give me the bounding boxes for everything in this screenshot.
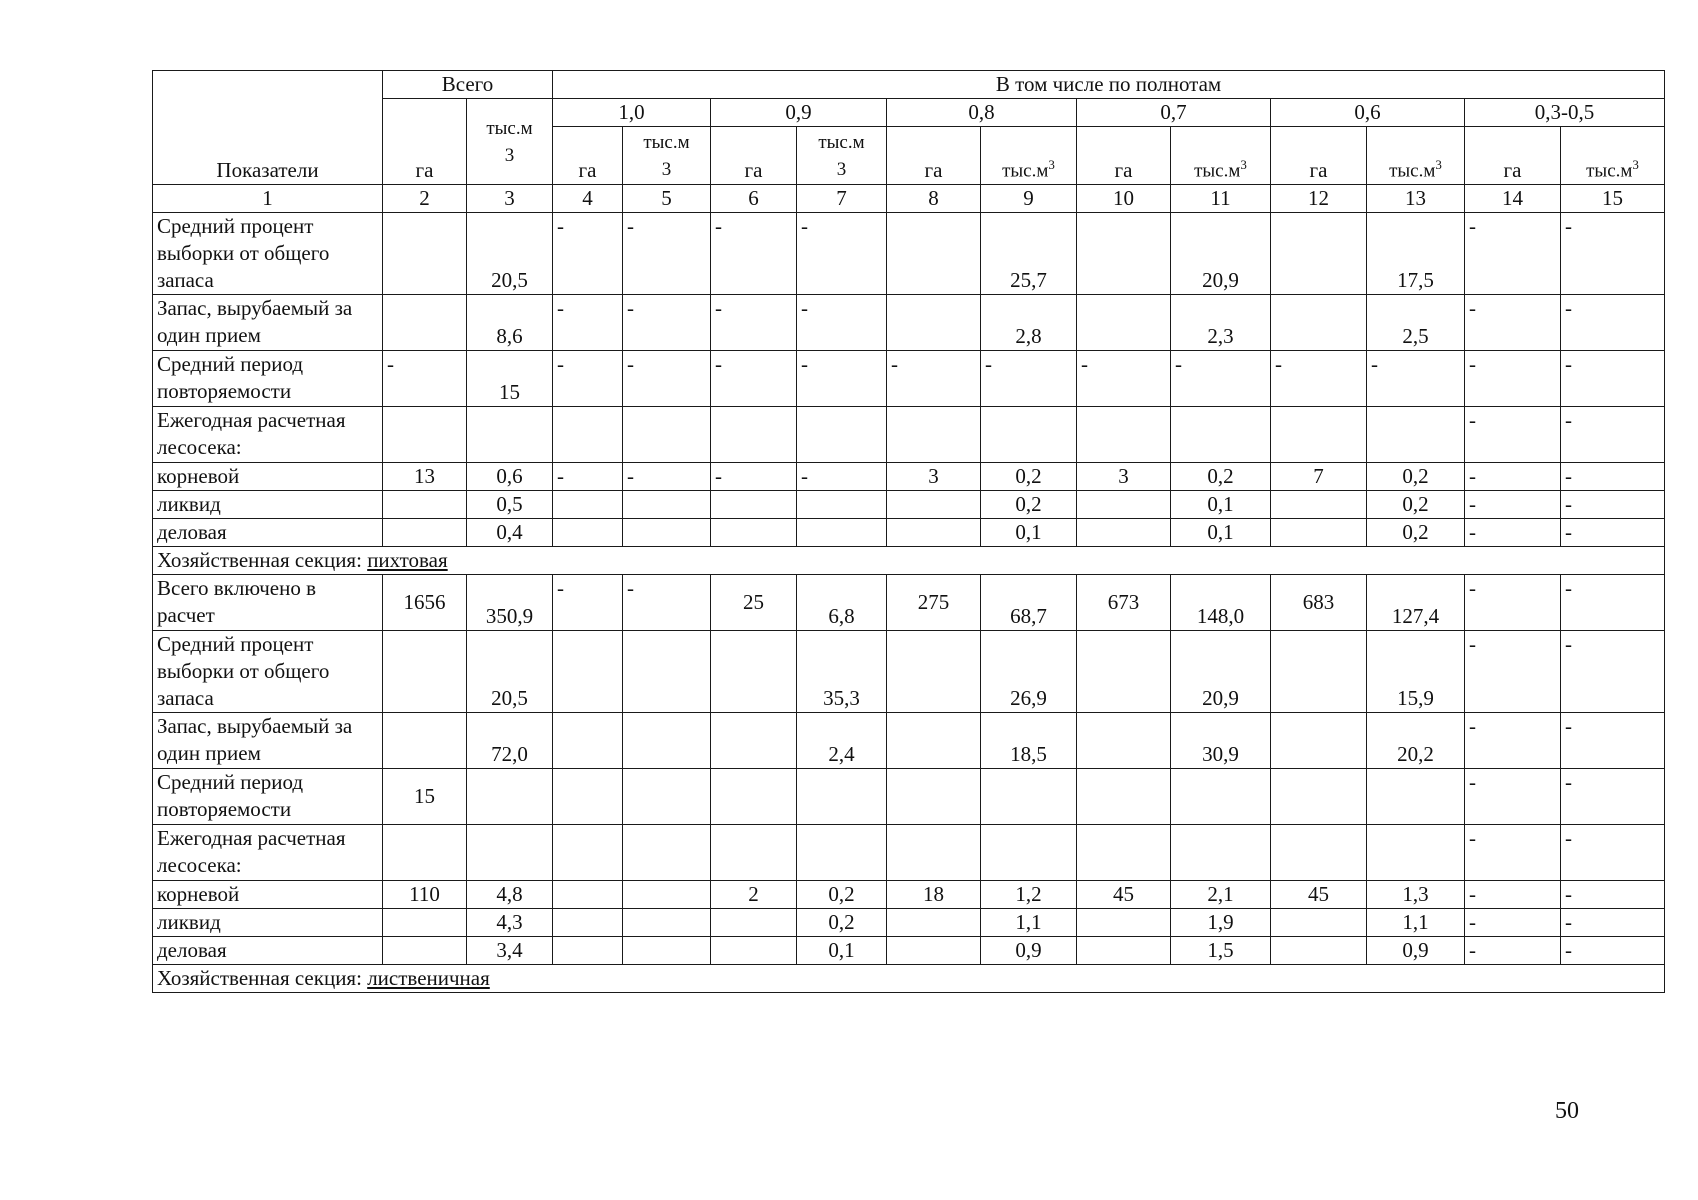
table-cell [981,407,1077,463]
table-cell: 45 [1271,881,1367,909]
table-cell: - [1561,825,1665,881]
unit-m3: $тыс.м^3$ [981,127,1077,185]
table-cell: 3 [1077,463,1171,491]
table-row [153,713,1665,769]
column-number: 1 [153,185,383,213]
unit-m3: тыс.м 3 [797,127,887,185]
table-cell: 0,1 [1171,491,1271,519]
table-cell: 683 [1271,575,1367,631]
table-cell [1077,407,1171,463]
table-cell [887,631,981,713]
table-cell: - [1561,937,1665,965]
table-cell: - [553,575,623,631]
table-cell: 4,3 [467,909,553,937]
table-cell [1077,909,1171,937]
row-label: Средний период повторяемости [153,351,383,407]
table-cell: - [1077,351,1171,407]
table-cell: - [797,463,887,491]
table-cell: 0,6 [467,463,553,491]
unit-ha: га [1271,127,1367,185]
table-cell: - [1561,463,1665,491]
table-cell: 18,5 [981,713,1077,769]
table-row [153,213,1665,295]
column-number: 2 [383,185,467,213]
table-cell: - [711,351,797,407]
table-cell: 15,9 [1367,631,1465,713]
unit-ha: га [887,127,981,185]
column-number: 6 [711,185,797,213]
table-cell: - [1465,825,1561,881]
table-cell [797,491,887,519]
table-cell [711,937,797,965]
table-cell: 1,1 [981,909,1077,937]
table-cell [383,407,467,463]
unit-m3: $тыс.м^3$ [1171,127,1271,185]
table-cell: 30,9 [1171,713,1271,769]
table-row [153,937,1665,965]
column-number: 14 [1465,185,1561,213]
section-name: лиственичная [367,966,490,990]
table-cell: - [553,351,623,407]
table-cell: - [623,213,711,295]
row-label: корневой [153,881,383,909]
table-cell: 6,8 [797,575,887,631]
table-cell [711,909,797,937]
table-cell: 2,4 [797,713,887,769]
table-row [153,769,1665,825]
table-cell: - [1367,351,1465,407]
table-cell: 7 [1271,463,1367,491]
table-cell: 1,1 [1367,909,1465,937]
table-cell [467,825,553,881]
unit-m3: $тыс.м^3$ [1561,127,1665,185]
section-prefix: Хозяйственная секция: [157,966,362,990]
table-cell: - [797,351,887,407]
density-0-7: 0,7 [1077,99,1271,127]
table-cell [383,909,467,937]
table-cell: - [1465,909,1561,937]
table-cell [1077,213,1171,295]
table-cell: 0,2 [1367,519,1465,547]
table-cell: 8,6 [467,295,553,351]
total-header: Всего [383,71,553,99]
table-cell: - [1465,213,1561,295]
table-cell [887,519,981,547]
table-cell [1367,407,1465,463]
table-cell [711,407,797,463]
table-cell: 0,2 [797,881,887,909]
table-cell: 0,1 [981,519,1077,547]
table-cell [887,825,981,881]
table-cell: - [383,351,467,407]
column-number: 10 [1077,185,1171,213]
column-number: 5 [623,185,711,213]
section-name: пихтовая [367,548,448,572]
table-cell: 13 [383,463,467,491]
section-row [153,547,1665,575]
column-number: 7 [797,185,887,213]
table-cell [1077,519,1171,547]
table-cell: 3 [887,463,981,491]
table-cell: 72,0 [467,713,553,769]
table-cell [1367,769,1465,825]
unit-m3: $тыс.м^3$ [1367,127,1465,185]
table-cell [553,407,623,463]
density-0-3-0-5: 0,3-0,5 [1465,99,1665,127]
table-cell [623,881,711,909]
table-cell [1171,407,1271,463]
table-cell [553,881,623,909]
column-number: 3 [467,185,553,213]
table-cell: - [1465,295,1561,351]
table-cell [887,909,981,937]
table-cell [711,519,797,547]
table-cell: 0,2 [981,491,1077,519]
table-cell [1271,713,1367,769]
table-cell [553,909,623,937]
table-cell: - [797,213,887,295]
table-cell [711,491,797,519]
table-cell [383,631,467,713]
table-cell: - [1271,351,1367,407]
table-cell [1271,519,1367,547]
table-cell [467,407,553,463]
table-cell: 0,9 [981,937,1077,965]
table-cell [1077,295,1171,351]
table-cell: - [1465,713,1561,769]
column-numbers-row [153,185,1665,213]
table-cell: - [1561,769,1665,825]
row-label: Всего включено в расчет [153,575,383,631]
table-cell: 2 [711,881,797,909]
table-cell [553,937,623,965]
table-cell [797,407,887,463]
table-cell [1271,631,1367,713]
table-cell [623,769,711,825]
table-cell: 0,9 [1367,937,1465,965]
table-cell: 2,8 [981,295,1077,351]
table-row [153,407,1665,463]
table-cell: 1,5 [1171,937,1271,965]
table-cell [383,295,467,351]
table-cell [623,713,711,769]
table-cell: - [1171,351,1271,407]
table-row [153,491,1665,519]
table-cell [887,769,981,825]
section-row [153,965,1665,993]
table-cell: - [1561,881,1665,909]
by-density-header: В том числе по полнотам [553,71,1665,99]
row-label: Запас, вырубаемый за один прием [153,295,383,351]
table-cell: 1,9 [1171,909,1271,937]
table-cell [711,631,797,713]
table-cell [711,769,797,825]
table-cell: - [1465,769,1561,825]
table-cell [383,519,467,547]
table-cell [623,519,711,547]
forest-table [152,70,1665,993]
table-cell: 45 [1077,881,1171,909]
table-row [153,631,1665,713]
table-cell: 673 [1077,575,1171,631]
table-cell: 3,4 [467,937,553,965]
table-cell: - [623,575,711,631]
table-cell: - [1561,351,1665,407]
table-cell [981,769,1077,825]
table-cell [553,491,623,519]
table-cell [797,519,887,547]
table-cell: 20,5 [467,213,553,295]
table-cell [383,213,467,295]
table-cell: - [1465,407,1561,463]
table-cell [1367,825,1465,881]
table-cell [1077,937,1171,965]
table-cell: - [1465,575,1561,631]
table-cell [711,825,797,881]
table-row [153,575,1665,631]
unit-ha: га [1465,127,1561,185]
table-cell: - [1561,491,1665,519]
table-row [153,351,1665,407]
table-cell: 1,2 [981,881,1077,909]
table-cell [553,713,623,769]
table-cell: 0,2 [797,909,887,937]
table-cell [1077,825,1171,881]
table-cell: 17,5 [1367,213,1465,295]
table-cell [623,491,711,519]
table-cell: 4,8 [467,881,553,909]
table-row [153,519,1665,547]
row-label: деловая [153,937,383,965]
table-row [153,909,1665,937]
table-cell [1271,937,1367,965]
table-cell [467,769,553,825]
unit-ha: га [1077,127,1171,185]
table-cell [1077,769,1171,825]
table-cell: 25,7 [981,213,1077,295]
table-cell [887,491,981,519]
table-cell: 20,9 [1171,631,1271,713]
row-label: Средний период повторяемости [153,769,383,825]
table-cell: - [1561,909,1665,937]
table-cell: - [1465,463,1561,491]
table-cell: 18 [887,881,981,909]
table-cell: - [1561,213,1665,295]
table-cell [553,519,623,547]
table-cell: 110 [383,881,467,909]
table-cell: - [1561,519,1665,547]
table-cell: - [1561,295,1665,351]
table-cell: 0,2 [1367,491,1465,519]
table-cell: 25 [711,575,797,631]
table-cell [553,631,623,713]
table-cell: - [1465,491,1561,519]
section-title [153,547,1665,575]
table-cell [1077,713,1171,769]
table-cell: - [1465,937,1561,965]
row-label: Средний процент выборки от общего запаса [153,213,383,295]
section-title [153,965,1665,993]
table-cell: 20,5 [467,631,553,713]
table-cell: 0,4 [467,519,553,547]
table-cell [383,937,467,965]
table-cell [623,937,711,965]
table-cell [887,937,981,965]
table-cell: - [623,463,711,491]
table-cell: - [1465,519,1561,547]
column-number: 4 [553,185,623,213]
table-cell: 350,9 [467,575,553,631]
density-0-8: 0,8 [887,99,1077,127]
table-cell: - [1561,631,1665,713]
table-cell [887,713,981,769]
table-cell: 35,3 [797,631,887,713]
table-cell: 1,3 [1367,881,1465,909]
column-number: 13 [1367,185,1465,213]
table-cell: 0,1 [1171,519,1271,547]
table-row [153,825,1665,881]
table-cell: 0,2 [1367,463,1465,491]
column-number: 9 [981,185,1077,213]
table-cell: - [711,463,797,491]
table-cell: - [981,351,1077,407]
table-cell: 2,5 [1367,295,1465,351]
table-cell [553,825,623,881]
table-cell [623,825,711,881]
table-cell [1271,213,1367,295]
column-number: 8 [887,185,981,213]
table-cell: - [553,213,623,295]
table-row [153,463,1665,491]
table-cell: - [1465,631,1561,713]
table-cell: 148,0 [1171,575,1271,631]
table-cell: 2,3 [1171,295,1271,351]
table-cell: 15 [467,351,553,407]
unit-ha: га [711,127,797,185]
table-cell: 127,4 [1367,575,1465,631]
table-cell [1077,631,1171,713]
table-cell: 0,1 [797,937,887,965]
table-cell: 2,1 [1171,881,1271,909]
table-cell: - [711,213,797,295]
density-0-6: 0,6 [1271,99,1465,127]
table-cell: - [1465,351,1561,407]
column-number: 12 [1271,185,1367,213]
table-cell [1271,295,1367,351]
table-row [153,295,1665,351]
row-label: Запас, вырубаемый за один прием [153,713,383,769]
table-cell [1271,407,1367,463]
table-cell [623,631,711,713]
table-cell: - [1465,881,1561,909]
table-cell [797,825,887,881]
column-number: 15 [1561,185,1665,213]
table-cell: - [623,351,711,407]
density-1-0: 1,0 [553,99,711,127]
unit-ha: га [553,127,623,185]
table-cell: - [711,295,797,351]
table-cell: 0,5 [467,491,553,519]
table-cell: 15 [383,769,467,825]
indicators-header: Показатели [153,71,383,185]
table-cell: 1656 [383,575,467,631]
table-cell [383,491,467,519]
table-cell: - [1561,713,1665,769]
table-cell [887,407,981,463]
table-cell [887,295,981,351]
row-label: Ежегодная расчетная лесосека: [153,407,383,463]
row-label: корневой [153,463,383,491]
unit-m3: тыс.м 3 [623,127,711,185]
unit-m3: тыс.м 3 [467,99,553,185]
table-row [153,881,1665,909]
row-label: деловая [153,519,383,547]
table-cell [1271,909,1367,937]
row-label: Ежегодная расчетная лесосека: [153,825,383,881]
table-cell [887,213,981,295]
table-cell [1077,491,1171,519]
table-cell: 20,2 [1367,713,1465,769]
column-number: 11 [1171,185,1271,213]
table-cell [1271,769,1367,825]
density-0-9: 0,9 [711,99,887,127]
table-cell [1271,825,1367,881]
table-cell [623,407,711,463]
table-cell: - [887,351,981,407]
row-label: ликвид [153,491,383,519]
table-cell [553,769,623,825]
page-number: 50 [1555,1098,1579,1124]
table-cell: - [623,295,711,351]
table-cell [1271,491,1367,519]
table-cell: 0,2 [981,463,1077,491]
table-cell: - [553,463,623,491]
row-label: Средний процент выборки от общего запаса [153,631,383,713]
table-cell: 0,2 [1171,463,1271,491]
table-cell: 20,9 [1171,213,1271,295]
table-cell [1171,769,1271,825]
table-cell: - [1561,575,1665,631]
table-cell [981,825,1077,881]
table-cell [383,713,467,769]
table-cell: 275 [887,575,981,631]
row-label: ликвид [153,909,383,937]
table-cell: - [553,295,623,351]
section-prefix: Хозяйственная секция: [157,548,362,572]
table-cell: 68,7 [981,575,1077,631]
table-cell: - [1561,407,1665,463]
table-cell [383,825,467,881]
table-cell [1171,825,1271,881]
table-cell: - [797,295,887,351]
table-cell [797,769,887,825]
table-cell: 26,9 [981,631,1077,713]
table-cell [623,909,711,937]
unit-ha: га [383,99,467,185]
table-cell [711,713,797,769]
